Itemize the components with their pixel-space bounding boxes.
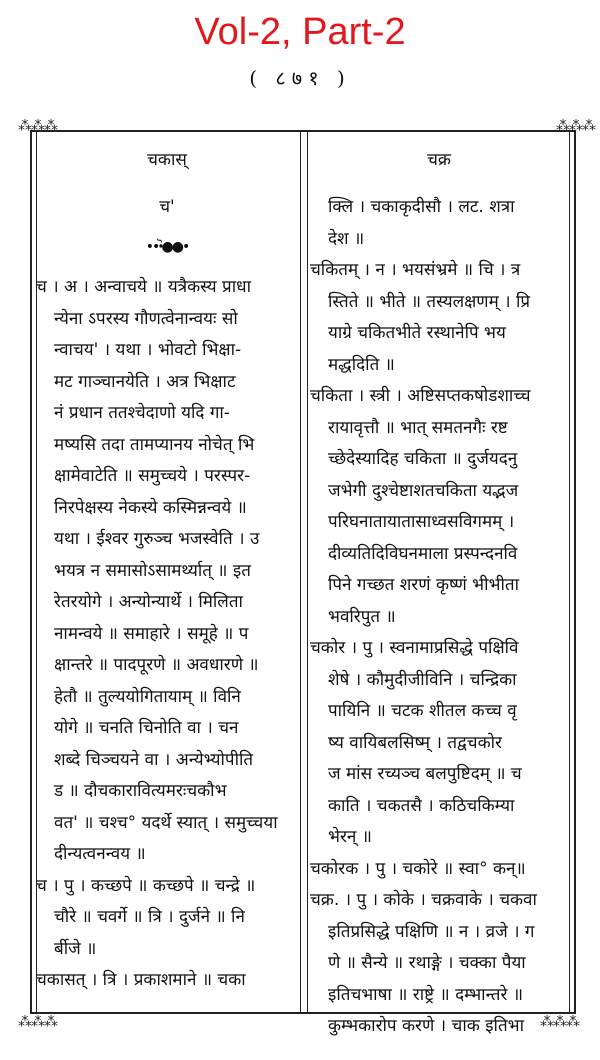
right-text-line: चकिता । स्त्री । अष्टिसप्तकषोडशाच्च (310, 386, 531, 406)
right-text-line: काति । चकतसै । कठिचकिम्या (328, 795, 515, 816)
right-text-line: ज मांस रच्यञ्च बलपुष्टिदम् ॥ च (328, 764, 522, 784)
corner-ornament-top-left: ⁂⁂⁂ (18, 118, 57, 134)
corner-ornament-top-right: ⁂⁂⁂ (556, 118, 595, 134)
left-text-line: हेतौ ॥ तुल्ययोगितायाम् ॥ विनि (54, 686, 241, 707)
right-text-line: देश ॥ (328, 228, 365, 249)
left-text-line: नामन्वये ॥ समाहारे । समूहे ॥ प (54, 623, 249, 644)
left-column-headword: चकास् (147, 150, 187, 170)
left-text-line: च । अ । अन्वाचये ॥ यत्रैकस्य प्राधा (36, 277, 251, 297)
right-text-line: णे ॥ सैन्ये ॥ रथाङ्गे । चक्का पैया (328, 953, 526, 973)
right-text-line: भवरिपुत ॥ (328, 606, 396, 627)
left-text-line: भयत्र न समासोऽसामर्थ्यात् ॥ इत (54, 560, 251, 581)
left-text-line: मष्यसि तदा तामप्यानय नोचेत् भि (54, 434, 255, 455)
right-text-line: रायावृत्तौ ॥ भात् समतनगैः रष्ट (328, 417, 508, 438)
left-text-line: क्षामेवाटेति ॥ समुच्चये । परस्पर- (54, 466, 251, 486)
left-column (36, 140, 298, 997)
left-text-line: यथा । ईश्वर गुरुञ्च भजस्वेति । उ (54, 529, 260, 549)
section-ornament: •••ॆ●●• (145, 239, 189, 255)
right-text-line: शेषे । कौमुदीजीविनि । चन्द्रिका (328, 669, 517, 690)
right-text-line: इतिचभाषा ॥ राष्ट्रे ॥ दम्भान्तरे ॥ (328, 984, 524, 1005)
right-text-line: चकोरक । पु । चकोरे ॥ स्वा° कन्॥ (310, 858, 526, 879)
left-text-line: न्वाचय' । यथा । भोवटो भिक्षा- (54, 340, 242, 360)
corner-ornament-bottom-right: ⁂⁂⁂ (540, 1014, 579, 1030)
left-entries (36, 272, 298, 997)
corner-ornament-bottom-left: ⁂⁂⁂ (18, 1014, 57, 1030)
left-text-line: र्बीजे ॥ (54, 938, 97, 959)
right-text-line: ष्य वायिबलसिष्म् । तद्वचकोर (328, 732, 503, 753)
left-text-line: निरपेक्षस्य नेकस्ये कस्मिन्नन्वये ॥ (54, 497, 247, 518)
right-text-line: पिने गच्छत शरणं कृष्णं भीभीता (328, 575, 519, 595)
left-text-line: वत' ॥ चश्च° यदर्थे स्यात् । समुच्चया (54, 812, 278, 833)
right-text-line: चकोर । पु । स्वनामाप्रसिद्धे पक्षिवि (310, 638, 519, 658)
left-text-line: मट गाञ्चानयेति । अत्र भिक्षाट (54, 371, 236, 392)
right-text-line: चकितम् । न । भयसंभ्रमे ॥ चि । त्र (310, 260, 521, 280)
right-text-line: चक्र. । पु । कोके । चक्रवाके । चकवा (310, 890, 537, 910)
right-text-line: क्लि । चकाकृदीसौ । लट. शत्रा (328, 197, 515, 217)
right-text-line: कुम्भकारोप करणे । चाक इतिभा (328, 1016, 524, 1036)
left-text-line: योगे ॥ चनति चिनोति वा । चन (54, 718, 239, 738)
right-column (310, 140, 568, 1043)
left-text-line: च । पु । कच्छपे ॥ कच्छपे ॥ चन्द्रे ॥ (36, 875, 256, 896)
right-text-line: भेरन् ॥ (328, 827, 372, 847)
right-text-line: स्तिते ॥ भीते ॥ तस्यलक्षणम् । प्रि (328, 291, 531, 312)
left-text-line: ड ॥ दौचकारावित्यमरःचकौभ (54, 781, 227, 801)
right-column-headword: चक्र (427, 150, 451, 170)
left-text-line: चकासत् । त्रि । प्रकाशमाने ॥ चका (36, 970, 246, 990)
right-text-line: पायिनि ॥ चटक शीतल कच्च वृ (328, 701, 517, 721)
left-text-line: न्येना ऽपरस्य गौणत्वेनान्वयः सो (54, 308, 238, 329)
right-text-line: दीव्यतिदिविघनमाला प्रस्पन्दनवि (328, 543, 518, 564)
left-text-line: रेतरयोगे । अन्योन्यार्थे । मिलिता (54, 592, 243, 612)
right-text-line: याग्रे चकितभीते रस्थानेपि भय (328, 323, 506, 343)
section-letter: च' (159, 197, 175, 217)
right-text-line: जभेगी दुश्चेष्टाशतचकिता यद्भज (328, 480, 519, 501)
right-text-line: मद्धदिति ॥ (328, 354, 395, 375)
left-text-line: नं प्रधान ततश्चेदाणो यदि गा- (54, 403, 230, 423)
page-number: ( ८७१ ) (249, 66, 351, 90)
right-text-line: परिघनातायातासाध्वसविगमम् । (328, 512, 515, 532)
left-text-line: चौरे ॥ चवर्गे ॥ त्रि । दुर्जने ॥ नि (54, 907, 245, 927)
right-text-line: च्छेदेस्यादिह चकिता ॥ दुर्जयदनु (328, 449, 518, 469)
right-text-line: इतिप्रसिद्धे पक्षिणि ॥ न । व्रजे । ग (328, 921, 535, 942)
left-text-line: दीन्यत्वनन्वय ॥ (54, 844, 146, 864)
volume-title: Vol-2, Part-2 (194, 11, 406, 53)
right-entries (310, 192, 568, 1043)
left-text-line: शब्दे चिञ्चयने वा । अन्येभ्योपीति (54, 749, 254, 770)
left-text-line: क्षान्तरे ॥ पादपूरणे ॥ अवधारणे ॥ (54, 655, 259, 675)
column-divider (300, 132, 308, 1012)
